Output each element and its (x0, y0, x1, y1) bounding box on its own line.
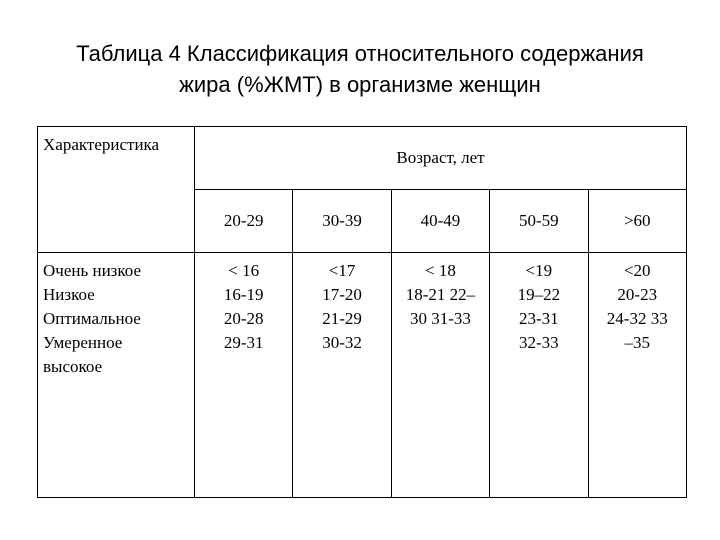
value-text: <20 (623, 261, 651, 280)
value-text: <19 (525, 261, 553, 280)
title-line-1: Таблица 4 Классификация относительного содержания (76, 41, 644, 66)
category-label: Оптимальное (43, 309, 141, 328)
categories-cell (38, 253, 195, 498)
value-text: 18-21 22– (405, 285, 476, 304)
age-group-cell: 30-39 (293, 190, 391, 253)
header-row (38, 127, 687, 190)
header-characteristic: Характеристика (38, 127, 195, 253)
values-row (38, 253, 687, 498)
value-text: 24-32 33 (606, 309, 668, 328)
header-age: Возраст, лет (195, 127, 687, 190)
value-text: 30 31-33 (409, 309, 471, 328)
value-text: 19–22 (517, 285, 561, 304)
age-group-cell: >60 (588, 190, 687, 253)
values-cell-40-49 (391, 253, 489, 498)
values-cell-20-29 (195, 253, 293, 498)
value-text: 20-28 (223, 309, 264, 328)
value-text: 32-33 (518, 333, 559, 352)
value-text: 16-19 (223, 285, 264, 304)
body-fat-classification-table (37, 126, 687, 498)
values-cell-30-39 (293, 253, 391, 498)
age-group-cell: 40-49 (391, 190, 489, 253)
category-label: высокое (43, 357, 103, 376)
value-text: 20-23 (617, 285, 658, 304)
values-cell-60-plus (588, 253, 687, 498)
value-text: 30-32 (322, 333, 362, 352)
value-text: –35 (624, 333, 650, 352)
age-group-cell: 50-59 (490, 190, 588, 253)
age-group-cell: 20-29 (195, 190, 293, 253)
value-text: <17 (328, 261, 356, 280)
value-text: 29-31 (223, 333, 264, 352)
title-line-2: жира (%ЖМТ) в организме женщин (179, 72, 541, 97)
category-label: Очень низкое (43, 261, 142, 280)
values-cell-50-59 (490, 253, 588, 498)
category-label: Умеренное (43, 333, 123, 352)
value-text: 17-20 (322, 285, 362, 304)
value-text: 23-31 (518, 309, 559, 328)
value-text: < 16 (228, 261, 260, 280)
slide-title (0, 38, 720, 100)
value-text: 21-29 (322, 309, 362, 328)
value-text: < 18 (425, 261, 456, 280)
category-label: Низкое (43, 285, 95, 304)
